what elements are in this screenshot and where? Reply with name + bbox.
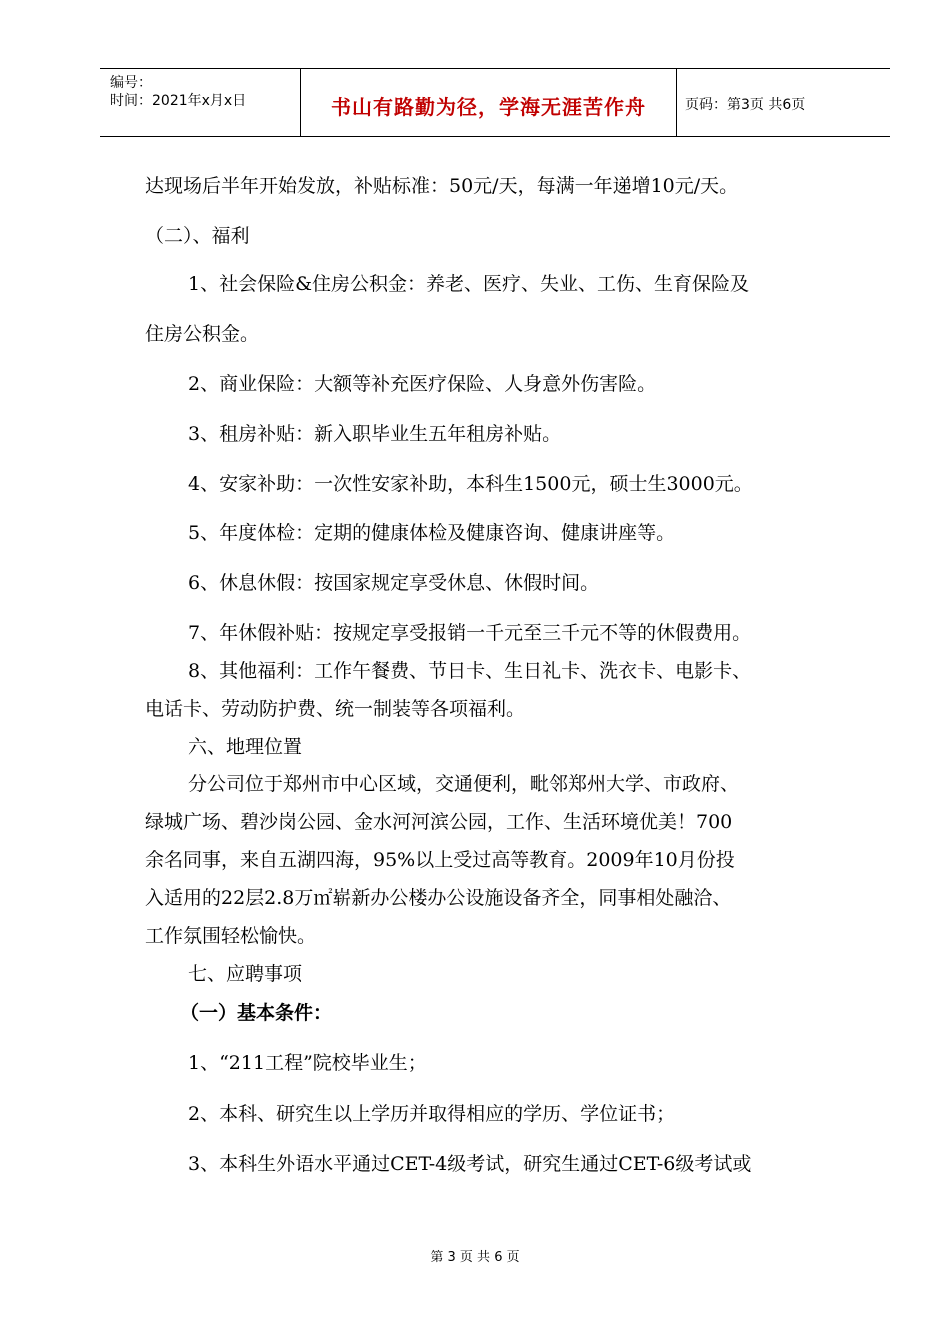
text-line: 电话卡、劳动防护费、统一制装等各项福利。 [145, 698, 526, 720]
page-header [100, 68, 890, 137]
text-line: 住房公积金。 [145, 323, 260, 345]
text-line: 入适用的22层2.8万㎡崭新办公楼办公设施设备齐全，同事相处融洽、 [145, 887, 732, 909]
header-page-cell [677, 69, 890, 136]
text-line: 1、“211工程”院校毕业生； [188, 1052, 427, 1074]
time-label: 时间：2021年x月x日 [110, 93, 247, 109]
section-heading: 六、地理位置 [188, 736, 303, 758]
text-line: 工作氛围轻松愉快。 [145, 925, 317, 947]
text-line: 余名同事，来自五湖四海，95%以上受过高等教育。2009年10月份投 [145, 849, 735, 871]
text-line: 分公司位于郑州市中心区域，交通便利，毗邻郑州大学、市政府、 [188, 773, 740, 795]
text-line: 1、社会保险&住房公积金：养老、医疗、失业、工伤、生育保险及 [188, 273, 750, 295]
text-line: 3、租房补贴：新入职毕业生五年租房补贴。 [188, 423, 562, 445]
text-line: 5、年度体检：定期的健康体检及健康咨询、健康讲座等。 [188, 522, 676, 544]
text-line: 达现场后半年开始发放，补贴标准：50元/天，每满一年递增10元/天。 [145, 175, 739, 197]
header-motto-cell [301, 69, 677, 136]
code-label: 编号： [110, 75, 152, 91]
text-line: 3、本科生外语水平通过CET-4级考试，研究生通过CET-6级考试或 [188, 1153, 752, 1175]
page-footer: 第 3 页 共 6 页 [430, 1250, 520, 1265]
text-line: 绿城广场、碧沙岗公园、金水河河滨公园，工作、生活环境优美！700 [145, 811, 733, 833]
section-heading: 七、应聘事项 [188, 963, 303, 985]
motto: 书山有路勤为径，学海无涯苦作舟 [331, 95, 646, 119]
text-line: 2、商业保险：大额等补充医疗保险、人身意外伤害险。 [188, 373, 657, 395]
text-line: 7、年休假补贴：按规定享受报销一千元至三千元不等的休假费用。 [188, 622, 752, 644]
text-line: 4、安家补助：一次性安家补助，本科生1500元，硕士生3000元。 [188, 473, 753, 495]
text-line: 2、本科、研究生以上学历并取得相应的学历、学位证书； [188, 1103, 676, 1125]
page-info: 页码：第3页 共6页 [685, 97, 806, 113]
header-left-cell [100, 69, 301, 136]
subsection-heading: （一）基本条件： [180, 1002, 333, 1024]
text-line: 6、休息休假：按国家规定享受休息、休假时间。 [188, 572, 600, 594]
text-line: 8、其他福利：工作午餐费、节日卡、生日礼卡、洗衣卡、电影卡、 [188, 660, 752, 682]
section-heading: （二）、福利 [145, 225, 250, 247]
